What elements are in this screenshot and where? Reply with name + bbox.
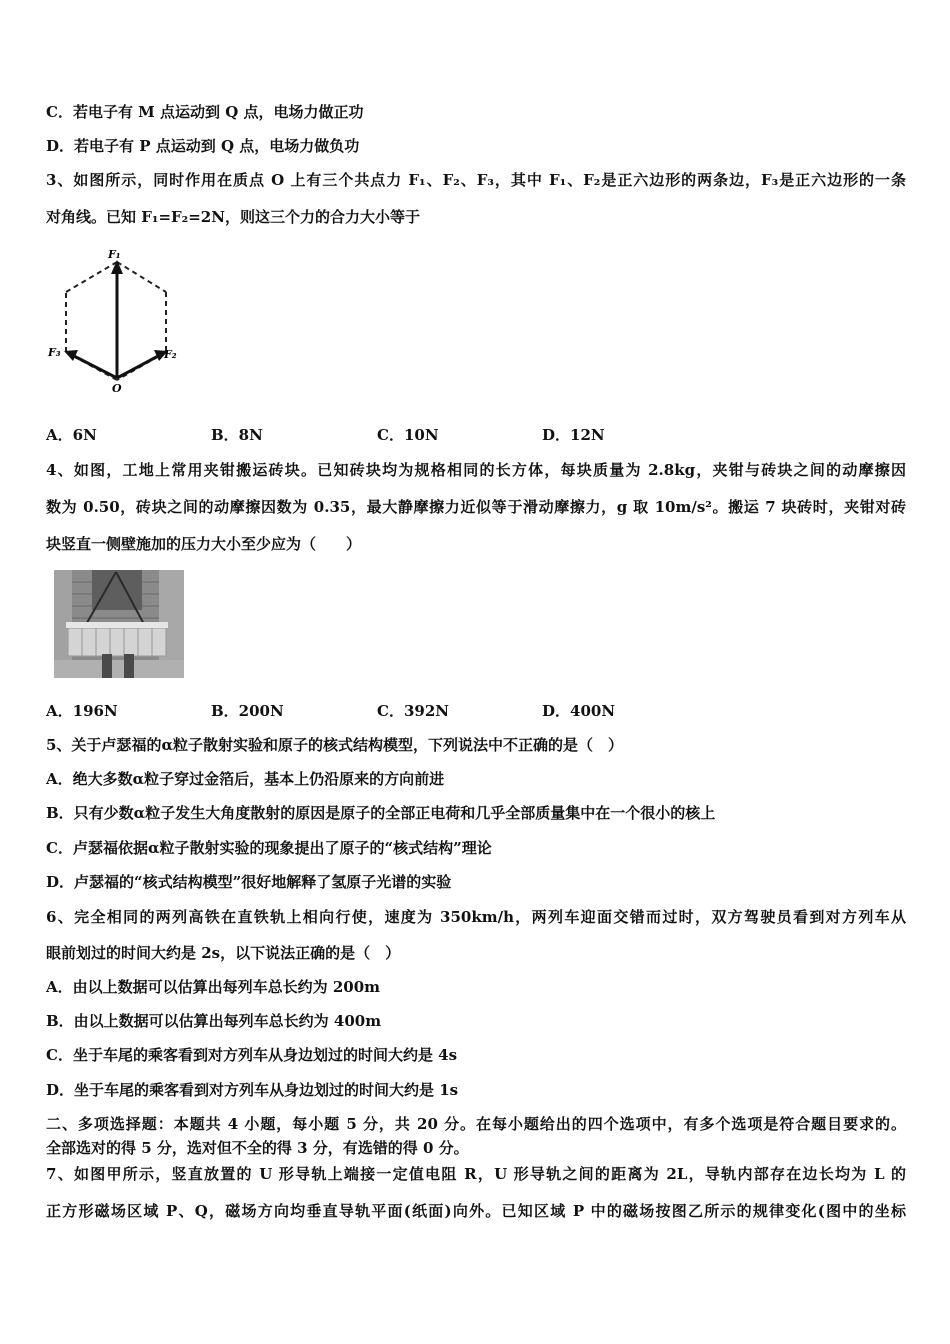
- q3-option-d: D．12N: [542, 426, 605, 444]
- q4-stem-line1: 4、如图，工地上常用夹钳搬运砖块。已知砖块均为规格相同的长方体，每块质量为 2.8kg，夹钳与砖块之间的动摩擦因: [46, 461, 906, 479]
- brick-clamp-photo: [54, 570, 184, 678]
- q5-option-c: C．卢瑟福依据α粒子散射实验的现象提出了原子的“核式结构”理论: [46, 839, 492, 857]
- q4-option-c: C．392N: [377, 702, 449, 720]
- origin-label: O: [112, 382, 122, 395]
- q6-option-b: B．由以上数据可以估算出每列车总长约为 400m: [46, 1012, 382, 1030]
- q4-stem-line3: 块竖直一侧壁施加的压力大小至少应为（ ）: [46, 535, 362, 553]
- q3-option-c: C．10N: [377, 426, 439, 444]
- q2-option-d: D．若电子有 P 点运动到 Q 点，电场力做负功: [46, 137, 360, 155]
- section2-heading-line2: 全部选对的得 5 分，选对但不全的得 3 分，有选错的得 0 分。: [46, 1139, 469, 1157]
- q6-option-d: D．坐于车尾的乘客看到对方列车从身边划过的时间大约是 1s: [46, 1081, 459, 1099]
- q4-option-b: B．200N: [211, 702, 284, 720]
- q5-stem: 5、关于卢瑟福的α粒子散射实验和原子的核式结构模型，下列说法中不正确的是（ ）: [46, 736, 623, 754]
- q3-option-a: A．6N: [46, 426, 97, 444]
- f3-label: F₃: [48, 346, 61, 359]
- q3-option-b: B．8N: [211, 426, 263, 444]
- f3-vector: [72, 355, 117, 378]
- hexagon-force-figure: [44, 246, 194, 396]
- q4-option-d: D．400N: [542, 702, 616, 720]
- q4-option-a: A．196N: [46, 702, 118, 720]
- q6-stem-line1: 6、完全相同的两列高铁在直铁轨上相向行使，速度为 350km/h，两列车迎面交错而过时，双方驾驶员看到对方列车从: [46, 908, 906, 926]
- q2-option-c: C．若电子有 M 点运动到 Q 点，电场力做正功: [46, 103, 364, 121]
- q6-stem-line2: 眼前划过的时间大约是 2s，以下说法正确的是（ ）: [46, 944, 401, 962]
- section2-heading-line1: 二、多项选择题：本题共 4 小题，每小题 5 分，共 20 分。在每小题给出的四个选项中，有多个选项是符合题目要求的。: [46, 1115, 906, 1133]
- q5-option-b: B．只有少数α粒子发生大角度散射的原因是原子的全部正电荷和几乎全部质量集中在一个很小的核上: [46, 804, 716, 822]
- q7-stem-line1: 7、如图甲所示，竖直放置的 U 形导轨上端接一定值电阻 R，U 形导轨之间的距离为 2L，导轨内部存在边长均为 L 的: [46, 1165, 906, 1183]
- q7-stem-line2: 正方形磁场区域 P、Q，磁场方向均垂直导轨平面(纸面)向外。已知区域 P 中的磁场按图乙所示的规律变化(图中的坐标: [46, 1202, 906, 1220]
- f2-label: F₂: [164, 348, 177, 361]
- q4-stem-line2: 数为 0.50，砖块之间的动摩擦因数为 0.35，最大静摩擦力近似等于滑动摩擦力，g 取 10m/s²。搬运 7 块砖时，夹钳对砖: [46, 498, 906, 516]
- q3-stem-line1: 3、如图所示，同时作用在质点 O 上有三个共点力 F₁、F₂、F₃，其中 F₁、F₂是正六边形的两条边，F₃是正六边形的一条: [46, 171, 906, 189]
- f2-vector: [117, 355, 160, 378]
- q5-option-d: D．卢瑟福的“核式结构模型”很好地解释了氢原子光谱的实验: [46, 873, 452, 891]
- q6-option-c: C．坐于车尾的乘客看到对方列车从身边划过的时间大约是 4s: [46, 1046, 458, 1064]
- q3-stem-line2: 对角线。已知 F₁=F₂=2N，则这三个力的合力大小等于: [46, 208, 420, 226]
- q6-option-a: A．由以上数据可以估算出每列车总长约为 200m: [46, 978, 381, 996]
- f1-label: F₁: [108, 248, 121, 261]
- q5-option-a: A．绝大多数α粒子穿过金箔后，基本上仍沿原来的方向前进: [46, 770, 445, 788]
